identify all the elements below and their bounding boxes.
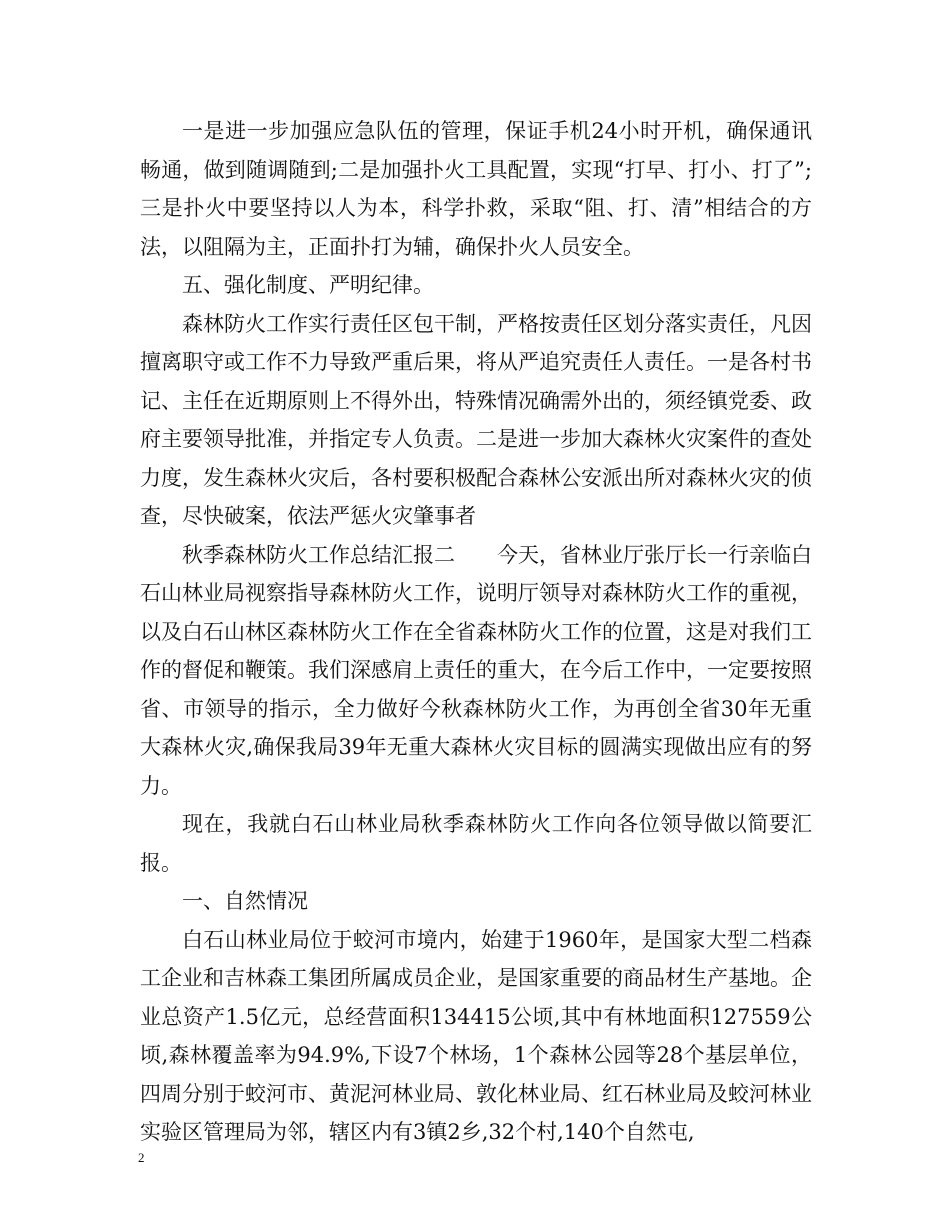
- section-heading-natural-conditions: 一、自然情况: [182, 889, 308, 913]
- page-number: 2: [138, 1150, 145, 1165]
- paragraph-report-two-intro: 秋季森林防火工作总结汇报二 今天，省林业厅张厅长一行亲临白石山林业局视察指导森林防火工作，说明厅领导对森林防火工作的重视，以及白石山林区森林防火工作在全省森林防火工作的位置，这是对我们工作的督促和鞭策。我们深感肩上责任的重大，在今后工作中，一定要按照省、市领导的指示，全力做好今秋森林防火工作，为再创全省30年无重大森林火灾,确保我局39年无重大森林火灾目标的圆满实现做出应有的努力。: [140, 542, 812, 798]
- document-body: [140, 112, 812, 1152]
- section-heading-discipline: 五、强化制度、严明纪律。: [182, 273, 434, 297]
- paragraph-responsibility: 森林防火工作实行责任区包干制，严格按责任区划分落实责任，凡因擅离职守或工作不力导致严重后果，将从严追究责任人责任。一是各村书记、主任在近期原则上不得外出，特殊情况确需外出的，须经镇党委、政府主要领导批准，并指定专人负责。二是进一步加大森林火灾案件的查处力度，发生森林火灾后，各村要积极配合森林公安派出所对森林火灾的侦查，尽快破案，依法严惩火灾肇事者: [140, 311, 812, 528]
- paragraph-bureau-overview: 白石山林业局位于蛟河市境内，始建于1960年，是国家大型二档森工企业和吉林森工集团所属成员企业，是国家重要的商品材生产基地。企业总资产1.5亿元，总经营面积134415公顷,其中有林地面积127559公顷,森林覆盖率为94.9%,下设7个林场，1个森林公园等28个基层单位，四周分别于蛟河市、黄泥河林业局、敦化林业局、红石林业局及蛟河林业实验区管理局为邻，辖区内有3镇2乡,32个村,140个自然屯,: [140, 927, 812, 1144]
- paragraph-report-opening: 现在，我就白石山林业局秋季森林防火工作向各位领导做以简要汇报。: [140, 812, 812, 875]
- paragraph-emergency-team: 一是进一步加强应急队伍的管理，保证手机24小时开机，确保通讯畅通，做到随调随到;二是加强扑火工具配置，实现“打早、打小、打了”;三是扑火中要坚持以人为本，科学扑救，采取“阻、打、清”相结合的方法，以阻隔为主，正面扑打为辅，确保扑火人员安全。: [140, 119, 812, 259]
